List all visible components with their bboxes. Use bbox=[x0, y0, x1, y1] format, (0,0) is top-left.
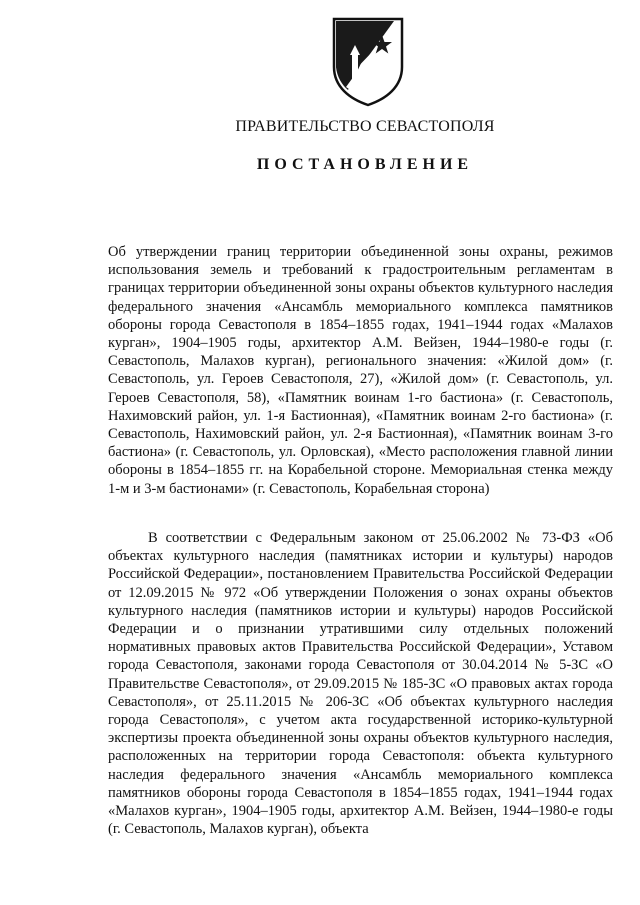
document-type-heading: ПОСТАНОВЛЕНИЕ bbox=[256, 156, 474, 173]
organization-title: ПРАВИТЕЛЬСТВО СЕВАСТОПОЛЯ bbox=[235, 118, 495, 135]
sevastopol-coat-of-arms-icon bbox=[330, 15, 406, 107]
resolution-subject: Об утверждении границ территории объединенной зоны охраны, режимов использования земель и требований к градостроительным регламентам в границах территории объединенной зоны охраны объектов культурного наследия федерального значения «Ансамбль мемориального комплекса памятников обороны города Севастополя в 1854–1855 годах, 1941–1944 годах «Малахов курган», 1904–1905 годы, архитектор А.М. Вейзен, 1944–1980-е годы (г. Севастополь, Малахов курган), регионального значения: «Жилой дом» (г. Севастополь, ул. Героев Севастополя, 27), «Жилой дом» (г. Севастополь, ул. Героев Севастополя, 58), «Памятник воинам 1-го бастиона» (г. Севастополь, Нахимовский район, ул. 1-я Бастионная), «Памятник воинам 2-го бастиона» (г. Севастополь, Нахимовский район, ул. 2-я Бастионная), «Памятник воинам 3-го бастиона» (г. Севастополь, ул. Орловская), «Место расположения главной линии обороны в 1854–1855 гг. на Корабельной стороне. Мемориальная стенка между 1-м и 3-м бастионами» (г. Севастополь, Корабельная сторона) bbox=[108, 244, 613, 497]
resolution-preamble: В соответствии с Федеральным законом от 25.06.2002 № 73-ФЗ «Об объектах культурного наследия (памятниках истории и культуры) народов Российской Федерации», постановлением Правительства Российской Федерации от 12.09.2015 № 972 «Об утверждении Положения о зонах охраны объектов культурного наследия (памятников истории и культуры) народов Российской Федерации и о признании утратившими силу отдельных положений нормативных правовых актов Правительства Российской Федерации», Уставом города Севастополя, законами города Севастополя от 30.04.2014 № 5-ЗС «О Правительстве Севастополя», от 29.09.2015 № 185-ЗС «О правовых актах города Севастополя», от 25.11.2015 № 206-ЗС «Об объектах культурного наследия города Севастополя», с учетом акта государственной историко-культурной экспертизы проекта объединенной зоны охраны объектов культурного наследия, расположенных на территории города Севастополя: объекта культурного наследия федерального значения «Ансамбль мемориального комплекса памятников обороны города Севастополя в 1854–1855 годах, 1941–1944 годах «Малахов курган», 1904–1905 годы, архитектор А.М. Вейзен, 1944–1980-е годы (г. Севастополь, Малахов курган), объекта bbox=[108, 530, 613, 838]
